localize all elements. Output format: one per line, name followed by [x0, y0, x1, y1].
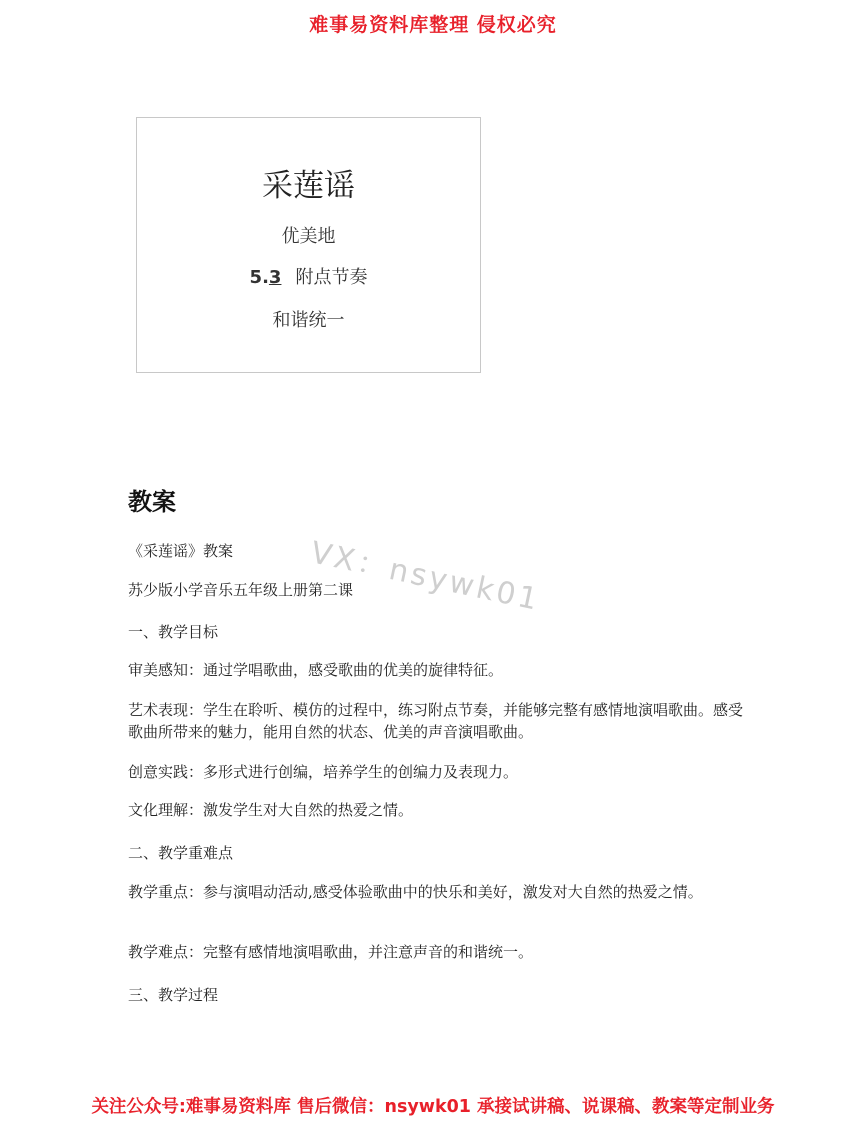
header-copyright-banner: 难事易资料库整理 侵权必究: [309, 14, 557, 36]
cover-line-expression: 优美地: [281, 226, 336, 247]
section-teaching-process: 三、教学过程: [128, 986, 219, 1004]
section-heading: 教案: [128, 488, 176, 516]
section-key-difficulties: 二、教学重难点: [128, 844, 234, 862]
cover-line-harmony: 和谐统一: [272, 310, 345, 331]
cover-line-rhythm: [137, 263, 480, 289]
rhythm-label: 附点节奏: [295, 267, 368, 288]
rhythm-dotted-note: 3: [268, 267, 282, 288]
footer-promo-banner: 关注公众号:难事易资料库 售后微信：nsywk01 承接试讲稿、说课稿、教案等定制业务: [91, 1097, 775, 1117]
doc-title-paragraph: 《采莲谣》教案: [128, 542, 234, 560]
goal-artistic-expression: 艺术表现：学生在聆听、模仿的过程中，练习附点节奏，并能够完整有感情地演唱歌曲。感受歌曲所带来的魅力，能用自然的状态、优美的声音演唱歌曲。: [128, 701, 744, 741]
course-info-paragraph: 苏少版小学音乐五年级上册第二课: [128, 581, 354, 599]
cover-slide-thumbnail: [136, 117, 481, 373]
goal-creative-practice: 创意实践：多形式进行创编，培养学生的创编力及表现力。: [128, 763, 519, 781]
difficulty-paragraph: 教学难点：完整有感情地演唱歌曲，并注意声音的和谐统一。: [128, 943, 534, 961]
watermark: VX：nsywk01: [307, 535, 544, 619]
section-teaching-goals: 一、教学目标: [128, 623, 219, 641]
goal-cultural-understanding: 文化理解：激发学生对大自然的热爱之情。: [128, 801, 414, 819]
rhythm-notation: [250, 267, 282, 288]
key-point-paragraph: 教学重点：参与演唱动活动,感受体验歌曲中的快乐和美好，激发对大自然的热爱之情。: [128, 883, 703, 901]
rhythm-prefix: 5.: [249, 267, 269, 288]
cover-title: 采莲谣: [262, 168, 355, 204]
goal-aesthetic-perception: 审美感知：通过学唱歌曲，感受歌曲的优美的旋律特征。: [128, 661, 504, 679]
